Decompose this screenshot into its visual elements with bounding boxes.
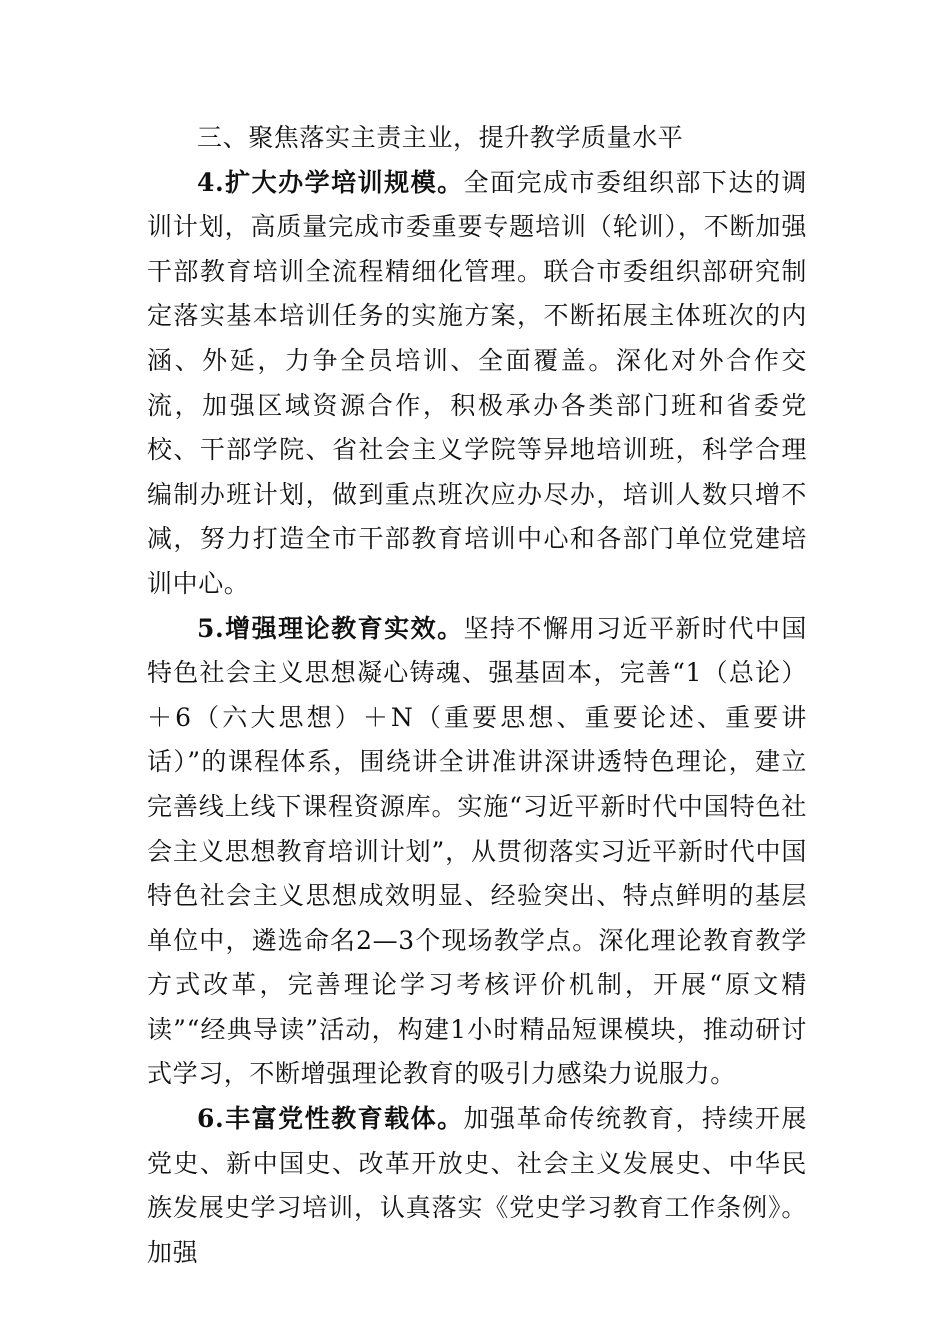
section-heading: 三、聚焦落实主责主业，提升教学质量水平: [197, 123, 684, 152]
paragraph-6-body: 加强革命传统教育，持续开展党史、新中国史、改革开放史、社会主义发展史、中华民族发展史学习培训，认真落实《党史学习教育工作条例》。加强: [147, 1104, 807, 1267]
paragraph-6: [147, 1097, 807, 1275]
paragraph-6-lead: 6.丰富党性教育载体。: [197, 1104, 464, 1134]
document-body: [147, 116, 807, 1275]
paragraph-4-body: 全面完成市委组织部下达的调训计划，高质量完成市委重要专题培训（轮训），不断加强干部教育培训全流程精细化管理。联合市委组织部研究制定落实基本培训任务的实施方案，不断拓展主体班次的内涵、外延，力争全员培训、全面覆盖。深化对外合作交流，加强区域资源合作，积极承办各类部门班和省委党校、干部学院、省社会主义学院等异地培训班，科学合理编制办班计划，做到重点班次应办尽办，培训人数只增不减，努力打造全市干部教育培训中心和各部门单位党建培训中心。: [147, 167, 807, 598]
paragraph-4-lead: 4.扩大办学培训规模。: [197, 167, 464, 197]
paragraph-5-body: 坚持不懈用习近平新时代中国特色社会主义思想凝心铸魂、强基固本，完善“1（总论）＋6（六大思想）＋N（重要思想、重要论述、重要讲话）”的课程体系，围绕讲全讲准讲深讲透特色理论，建立完善线上线下课程资源库。实施“习近平新时代中国特色社会主义思想教育培训计划”，从贯彻落实习近平新时代中国特色社会主义思想成效明显、经验突出、特点鲜明的基层单位中，遴选命名2—3个现场教学点。深化理论教育教学方式改革，完善理论学习考核评价机制，开展“原文精读”“经典导读”活动，构建1小时精品短课模块，推动研讨式学习，不断增强理论教育的吸引力感染力说服力。: [147, 613, 807, 1089]
paragraph-5-lead: 5.增强理论教育实效。: [197, 613, 464, 643]
paragraph-5: [147, 607, 807, 1098]
paragraph-4: [147, 161, 807, 607]
